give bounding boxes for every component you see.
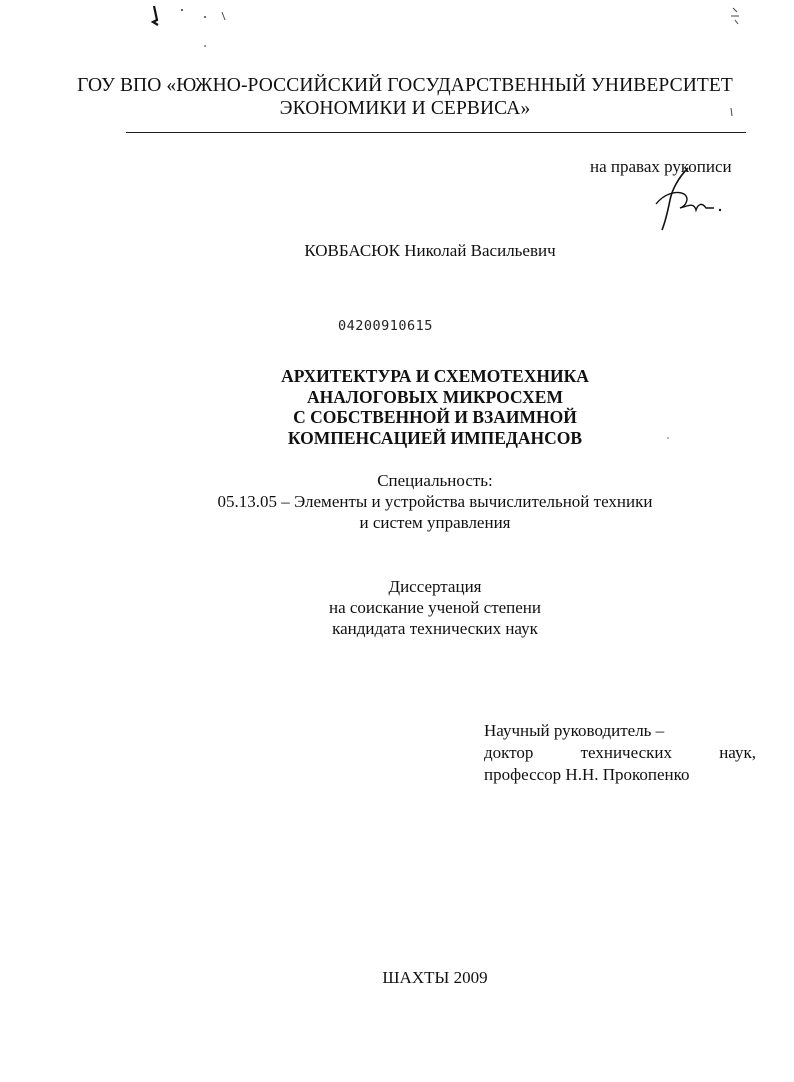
- org-line-1: ГОУ ВПО «ЮЖНО-РОССИЙСКИЙ ГОСУДАРСТВЕННЫЙ УНИВЕРСИТЕТ: [77, 75, 733, 96]
- advisor-word-sciences: наук,: [719, 743, 756, 762]
- dissertation-line-1: Диссертация: [388, 577, 482, 596]
- title-line-2: АНАЛОГОВЫХ МИКРОСХЕМ: [307, 386, 563, 407]
- specialty-line-1: 05.13.05 – Элементы и устройства вычислительной техники: [217, 492, 653, 511]
- header-divider: [126, 132, 746, 133]
- dissertation-line-2: на соискание ученой степени: [328, 598, 542, 617]
- dissertation-line-3: кандидата технических наук: [332, 619, 538, 638]
- advisor-word-doctor: доктор: [484, 743, 534, 762]
- signature-mark: [636, 164, 732, 234]
- dissertation-block: [200, 576, 670, 639]
- advisor-line-2: [484, 742, 756, 764]
- org-line-2: ЭКОНОМИКИ И СЕРВИСА»: [279, 98, 531, 119]
- registration-number: 04200910615: [338, 318, 433, 334]
- manuscript-rights-note: на правах рукописи: [590, 157, 732, 176]
- title-line-4: КОМПЕНСАЦИЕЙ ИМПЕДАНСОВ: [287, 427, 583, 448]
- specialty-label: Специальность:: [377, 471, 493, 490]
- specialty-line-2: и систем управления: [359, 513, 511, 532]
- advisor-block: [484, 720, 756, 786]
- specialty-block: [140, 470, 730, 533]
- advisor-word-technical: технических: [580, 743, 672, 762]
- dissertation-title: [160, 366, 710, 448]
- advisor-line-1: Научный руководитель –: [484, 721, 665, 740]
- advisor-line-3: профессор Н.Н. Прокопенко: [484, 765, 690, 784]
- author-name: КОВБАСЮК Николай Васильевич: [304, 241, 556, 260]
- city-year: ШАХТЫ 2009: [382, 968, 488, 987]
- title-line-1: АРХИТЕКТУРА И СХЕМОТЕХНИКА: [281, 366, 589, 386]
- organization-header: [60, 74, 750, 120]
- title-line-3: С СОБСТВЕННОЙ И ВЗАИМНОЙ: [293, 407, 577, 427]
